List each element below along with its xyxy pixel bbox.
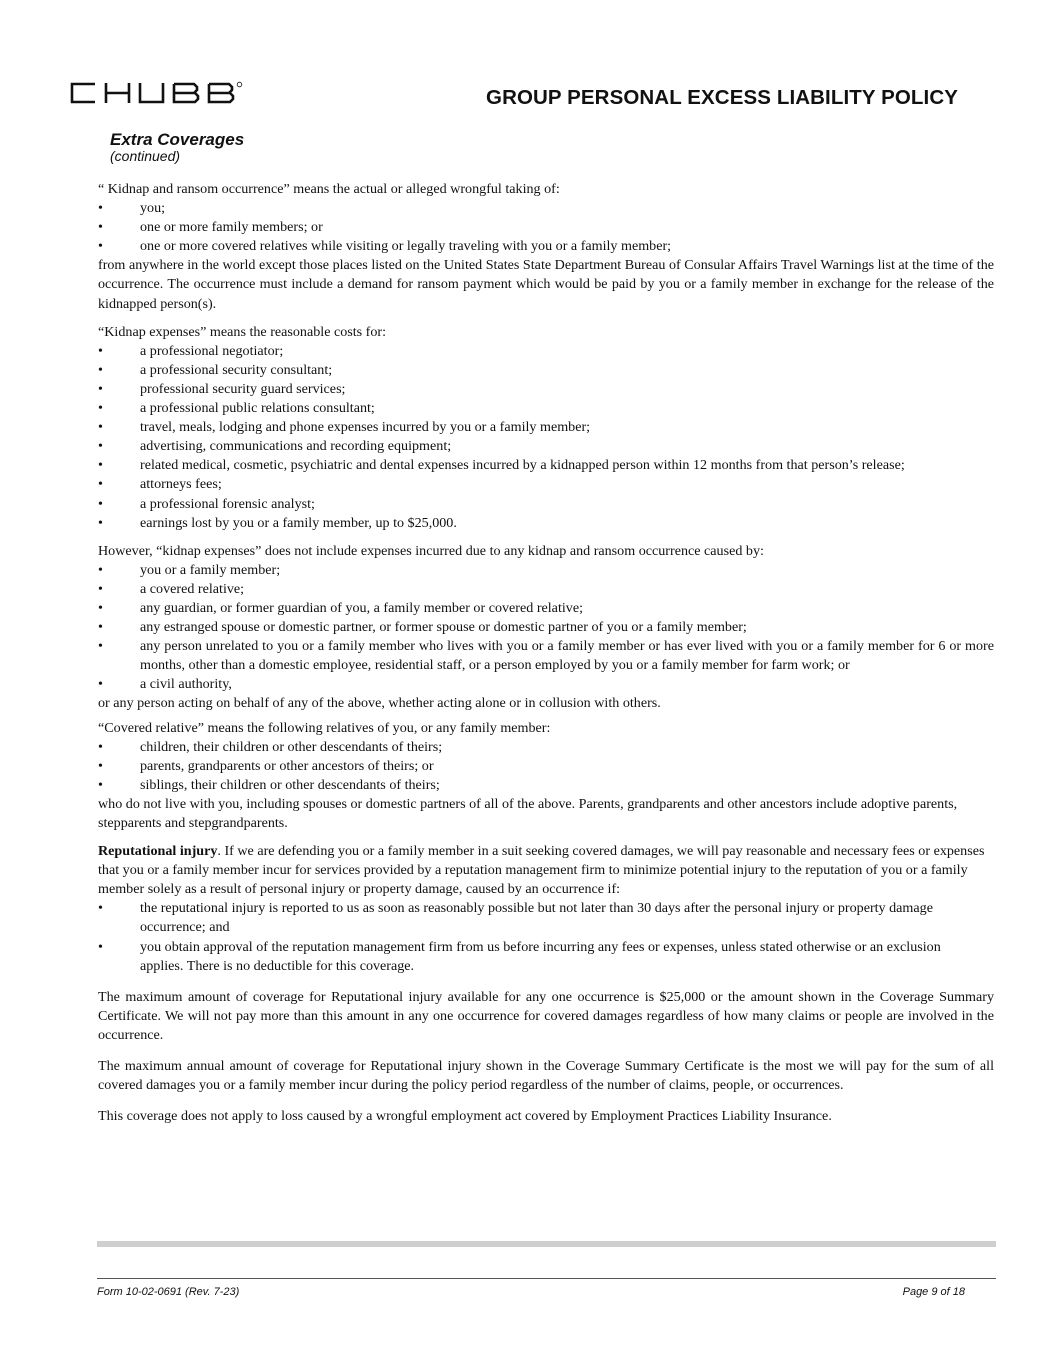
document-body: [98, 180, 994, 1126]
list-item: • a professional forensic analyst;: [98, 495, 994, 514]
exclusions-intro: However, “kidnap expenses” does not include expenses incurred due to any kidnap and ransom occurrence caused by:: [98, 542, 764, 559]
kidnap-ransom-closing: from anywhere in the world except those places listed on the United States State Department Bureau of Consular Affairs Travel Warnings list at the time of the occurrence. The occurrence must include a demand for ransom payment which would be paid by you or a family member in exchange for the release of the kidnapped person(s).: [98, 257, 994, 312]
reputational-max-amount: The maximum amount of coverage for Reputational injury available for any one occurrence is $25,000 or the amount shown in the Coverage Summary Certificate. We will not pay more than this amount in any one occurrence for covered damages regardless of how many claims or people are involved in the occurrence.: [98, 988, 994, 1043]
list-item: • advertising, communications and recording equipment;: [98, 437, 994, 456]
list-item: • travel, meals, lodging and phone expenses incurred by you or a family member;: [98, 418, 994, 437]
kidnap-expenses-intro: “Kidnap expenses” means the reasonable costs for:: [98, 323, 387, 340]
exclusions-closing: or any person acting on behalf of any of the above, whether acting alone or in collusion with others.: [98, 695, 661, 712]
kidnap-expenses-list: [98, 342, 994, 533]
reputational-injury-text: . If we are defending you or a family member in a suit seeking covered damages, we will pay reasonable and necessary fees or expenses that you or a family member incur for services provided by a reputation management firm to minimize potential injury to the reputation of you or a family member solely as a result of personal injury or property damage, caused by an occurrence if:: [98, 843, 985, 898]
list-item: • any estranged spouse or domestic partner, or former spouse or domestic partner of you or a family member;: [98, 618, 994, 637]
list-item: • professional security guard services;: [98, 380, 994, 399]
list-item: • any person unrelated to you or a family member who lives with you or a family member or has ever lived with you or a family member for 6 or more months, other than a domestic employee, residential staff, or a person employed by you or a family member for farm work; or: [98, 637, 994, 675]
list-item: • you obtain approval of the reputation management firm from us before incurring any fees or expenses, unless stated otherwise or an exclusion applies. There is no deductible for this coverage.: [98, 938, 954, 976]
list-item: • one or more covered relatives while visiting or legally traveling with you or a family member;: [98, 237, 994, 256]
page-number: Page 9 of 18: [902, 1286, 965, 1298]
kidnap-ransom-intro: “ Kidnap and ransom occurrence” means the actual or alleged wrongful taking of:: [98, 181, 560, 197]
list-item: • a professional public relations consultant;: [98, 399, 994, 418]
list-item: • siblings, their children or other descendants of theirs;: [98, 776, 994, 795]
reputational-injury-term: Reputational injury: [98, 843, 218, 860]
form-number: Form 10-02-0691 (Rev. 7-23): [97, 1286, 240, 1298]
list-item: • you or a family member;: [98, 561, 994, 580]
list-item: • a professional negotiator;: [98, 342, 994, 361]
reputational-max-annual: The maximum annual amount of coverage for Reputational injury shown in the Coverage Summary Certificate is the most we will pay for the sum of all covered damages you or a family member incur during the policy period regardless of the number of claims, people, or occurrences.: [98, 1058, 994, 1094]
reputational-list: [98, 899, 954, 975]
covered-relative-closing: who do not live with you, including spouses or domestic partners of all of the above. Parents, grandparents and other ancestors include adoptive parents, stepparents and stepgrandparents.: [98, 795, 958, 831]
reputational-injury-paragraph: [98, 842, 994, 899]
exclusions-list: [98, 561, 994, 695]
list-item: • related medical, cosmetic, psychiatric and dental expenses incurred by a kidnapped person within 12 months from that person’s release;: [98, 456, 994, 475]
list-item: • you;: [98, 199, 994, 218]
section-title: Extra Coverages: [110, 130, 245, 149]
covered-relative-list: [98, 738, 994, 795]
list-item: • the reputational injury is reported to us as soon as reasonably possible but not later than 30 days after the personal injury or property damage occurrence; and: [98, 899, 954, 937]
list-item: • parents, grandparents or other ancestors of theirs; or: [98, 757, 994, 776]
section-subtitle: (continued): [110, 148, 181, 164]
list-item: • earnings lost by you or a family member, up to $25,000.: [98, 514, 994, 533]
chubb-logo: [68, 80, 248, 106]
footer-rule: [97, 1278, 996, 1279]
kidnap-ransom-list: [98, 199, 994, 256]
list-item: • a civil authority,: [98, 675, 994, 694]
list-item: • one or more family members; or: [98, 218, 994, 237]
list-item: • a covered relative;: [98, 580, 994, 599]
page-header: [68, 80, 958, 120]
list-item: • a professional security consultant;: [98, 361, 994, 380]
list-item: • children, their children or other descendants of theirs;: [98, 738, 994, 757]
footer-separator-bar: [97, 1241, 996, 1247]
reputational-not-apply: This coverage does not apply to loss caused by a wrongful employment act covered by Employment Practices Liability Insurance.: [98, 1108, 832, 1125]
list-item: • any guardian, or former guardian of you, a family member or covered relative;: [98, 599, 994, 618]
list-item: • attorneys fees;: [98, 475, 994, 494]
document-title: GROUP PERSONAL EXCESS LIABILITY POLICY: [486, 86, 958, 109]
covered-relative-intro: “Covered relative” means the following relatives of you, or any family member:: [98, 719, 551, 736]
section-heading: [110, 130, 244, 164]
